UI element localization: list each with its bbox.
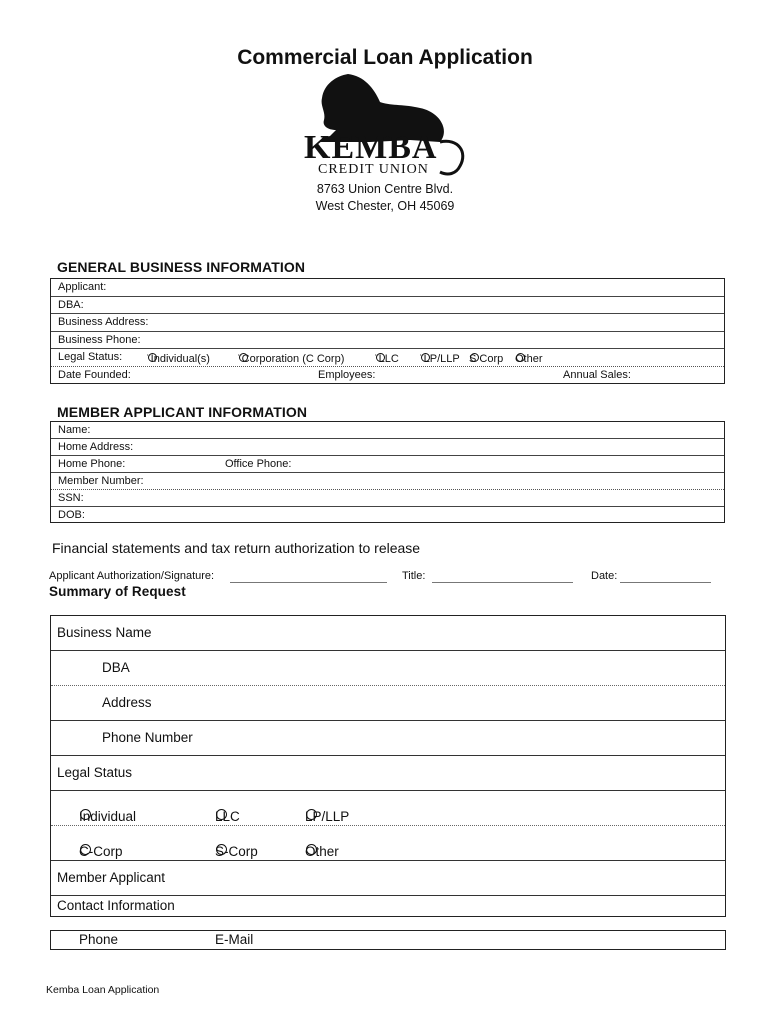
opt-individual-label: ¨Individual(s) [147,353,210,365]
summary-scorp-radio[interactable] [216,844,227,855]
individual-radio[interactable] [148,353,157,362]
opt-scorp-label: S Corp [469,353,504,365]
summary-llc-radio[interactable] [216,809,227,820]
contact-information-label: Contact Information [57,898,175,913]
summary-legal-status-row [51,756,725,791]
opt-other-label: Other [515,353,543,365]
dba-row[interactable] [51,297,724,314]
summary-dba-row[interactable] [51,651,725,686]
contact-box[interactable] [50,930,726,950]
footer-text: Kemba Loan Application [46,984,160,996]
home-address-label: Home Address: [58,441,134,453]
member-applicant-row[interactable] [51,861,725,896]
logo-sub: CREDIT UNION [318,162,429,177]
scorp-radio[interactable] [470,353,479,362]
summary-ccorp-label: C-Corp [79,844,123,859]
summary-lp-radio[interactable] [306,809,317,820]
dob-label: DOB: [58,509,85,521]
title-line[interactable] [432,572,573,583]
summary-dba-label: DBA [102,660,130,675]
summary-phone-number-label: Phone Number [102,730,193,745]
lp-radio[interactable] [421,353,430,362]
ssn-label: SSN: [58,492,84,504]
dba-label: DBA: [58,299,84,311]
summary-box [50,615,726,917]
kemba-logo [300,72,470,184]
summary-other-radio[interactable] [306,844,317,855]
home-address-row[interactable] [51,439,724,456]
summary-ccorp-radio[interactable] [80,844,91,855]
phone-row[interactable] [51,456,724,473]
dob-row[interactable] [51,507,724,524]
logo-brand: KEMBA [304,129,438,166]
summary-individual-label: Individual [79,809,137,824]
other-radio[interactable] [516,353,525,362]
date-line[interactable] [620,572,711,583]
summary-llc-label: LLC [215,809,240,824]
member-applicant-label: Member Applicant [57,870,166,885]
member-box [50,421,725,523]
title-label: Title: [402,570,426,582]
office-phone-label: Office Phone: [225,458,292,470]
summary-address-row[interactable] [51,686,725,721]
summary-lp-label: LP/LLP [305,809,350,824]
contact-information-row[interactable] [51,896,725,918]
summary-scorp-label: S-Corp [215,844,258,859]
summary-other-label: Other [305,844,339,859]
business-phone-row[interactable] [51,332,724,349]
opt-llc-label: ¨LLC [375,353,399,365]
llc-radio[interactable] [376,353,385,362]
general-heading: GENERAL BUSINESS INFORMATION [57,259,306,275]
founded-row[interactable] [51,367,724,385]
member-heading: MEMBER APPLICANT INFORMATION [57,404,308,420]
member-number-row[interactable] [51,473,724,490]
summary-phone-label: Phone [79,932,119,947]
business-name-label: Business Name [57,625,152,640]
home-phone-label: Home Phone: [58,458,126,470]
business-address-label: Business Address: [58,316,149,328]
legal-options-row-1 [51,791,725,826]
employees-label: Employees: [318,369,376,381]
annual-sales-label: Annual Sales: [563,369,631,381]
authorization-heading: Financial statements and tax return authorization to release [52,540,421,556]
summary-individual-radio[interactable] [80,809,91,820]
summary-address-label: Address [102,695,152,710]
date-founded-label: Date Founded: [58,369,131,381]
summary-heading: Summary of Request [49,584,186,599]
name-row[interactable] [51,422,724,439]
summary-legal-status-label: Legal Status [57,765,133,780]
legal-status-row [51,349,724,367]
business-address-row[interactable] [51,314,724,332]
legal-status-label: Legal Status: [58,351,123,363]
opt-corp-label: ¨Corporation (C Corp) [238,353,345,365]
corp-radio[interactable] [239,353,248,362]
applicant-row[interactable] [51,279,724,297]
member-number-label: Member Number: [58,475,144,487]
summary-email-label: E-Mail [215,932,254,947]
address-line2: West Chester, OH 45069 [315,199,455,213]
page-title: Commercial Loan Application [237,46,533,69]
summary-phone-number-row[interactable] [51,721,725,756]
business-phone-label: Business Phone: [58,334,141,346]
applicant-label: Applicant: [58,281,107,293]
legal-options-row-2 [51,826,725,861]
signature-line[interactable] [230,572,387,583]
signature-label: Applicant Authorization/Signature: [49,570,215,582]
general-box [50,278,725,384]
ssn-row[interactable] [51,490,724,507]
address-line1: 8763 Union Centre Blvd. [316,182,454,196]
business-name-row[interactable] [51,616,725,651]
opt-lp-label: ¨LP/LLP [420,353,460,365]
name-label: Name: [58,424,91,436]
date-label: Date: [591,570,618,582]
